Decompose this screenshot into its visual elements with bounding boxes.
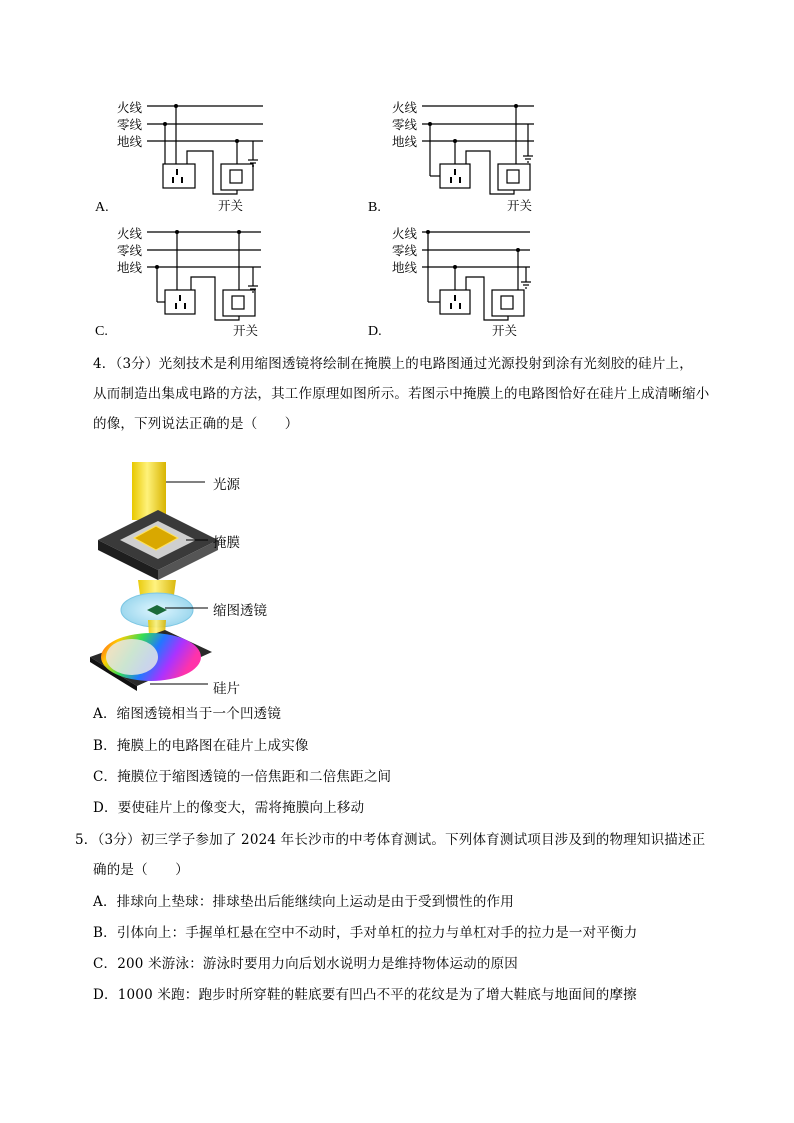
light-beam (132, 462, 166, 520)
wire-label-ground: 地线 (392, 260, 418, 275)
wire-label-neutral: 零线 (117, 117, 143, 132)
option-b-letter: B. (368, 200, 381, 215)
q4-option-a[interactable]: A．缩图透镜相当于一个凹透镜 (93, 706, 282, 722)
question-5-line-2: 确的是（ ） (93, 862, 189, 878)
switch-label: 开关 (507, 198, 533, 213)
switch-label: 开关 (233, 323, 259, 338)
question-5-line-1: 5．（3分）初三学子参加了 2024 年长沙市的中考体育测试。下列体育测试项目涉及到的物理知识描述正 (75, 832, 706, 848)
wire-label-neutral: 零线 (392, 117, 418, 132)
wire-label-ground: 地线 (117, 260, 143, 275)
question-4-stem (93, 349, 733, 439)
option-c-letter: C. (95, 324, 108, 339)
q4-option-b[interactable]: B．掩膜上的电路图在硅片上成实像 (93, 738, 309, 754)
wire-label-live: 火线 (392, 100, 418, 115)
label-wafer: 硅片 (213, 681, 240, 697)
switch-label: 开关 (492, 323, 518, 338)
q5-option-a[interactable]: A．排球向上垫球：排球垫出后能继续向上运动是由于受到惯性的作用 (93, 894, 514, 910)
circuit-diagram-d (368, 222, 568, 342)
lithography-figure (90, 462, 320, 707)
question-score: （3分） (97, 832, 141, 848)
circuit-option-a (95, 96, 295, 216)
option-a-letter: A. (95, 200, 109, 215)
question-score: （3分） (115, 356, 159, 372)
question-5-stem (75, 825, 735, 885)
wire-label-live: 火线 (117, 226, 143, 241)
wire-label-neutral: 零线 (392, 243, 418, 258)
q4-option-d[interactable]: D．要使硅片上的像变大，需将掩膜向上移动 (93, 800, 365, 816)
question-number: 5． (75, 832, 98, 848)
circuit-diagram-b (368, 96, 568, 216)
q5-option-c[interactable]: C．200 米游泳：游泳时要用力向后划水说明力是维持物体运动的原因 (93, 956, 518, 972)
q5-option-d[interactable]: D．1000 米跑：跑步时所穿鞋的鞋底要有凹凸不平的花纹是为了增大鞋底与地面间的摩擦 (93, 987, 637, 1003)
question-number: 4． (93, 356, 116, 372)
option-d-letter: D. (368, 324, 382, 339)
wire-label-live: 火线 (117, 100, 143, 115)
label-mask: 掩膜 (213, 535, 240, 551)
circuit-option-b (368, 96, 568, 216)
wire-label-ground: 地线 (117, 134, 143, 149)
q4-option-c[interactable]: C．掩膜位于缩图透镜的一倍焦距和二倍焦距之间 (93, 769, 392, 785)
question-4-line-1: 4．（3分）光刻技术是利用缩图透镜将绘制在掩膜上的电路图通过光源投射到涂有光刻胶的硅片上， (93, 356, 693, 372)
label-light-source: 光源 (213, 477, 240, 493)
q5-option-b[interactable]: B．引体向上：手握单杠悬在空中不动时，手对单杠的拉力与单杠对手的拉力是一对平衡力 (93, 925, 638, 941)
switch-label: 开关 (218, 198, 244, 213)
circuit-diagram-c (95, 222, 295, 342)
wire-label-ground: 地线 (392, 134, 418, 149)
circuit-diagram-a (95, 96, 295, 216)
circuit-option-c (95, 222, 295, 342)
wire-label-live: 火线 (392, 226, 418, 241)
question-4-line-3: 的像，下列说法正确的是（ ） (93, 416, 299, 432)
question-4-line-2: 从而制造出集成电路的方法，其工作原理如图所示。若图示中掩膜上的电路图恰好在硅片上成清晰缩小 (93, 386, 710, 402)
wire-label-neutral: 零线 (117, 243, 143, 258)
circuit-option-d (368, 222, 568, 342)
label-reduction-lens: 缩图透镜 (213, 603, 267, 619)
